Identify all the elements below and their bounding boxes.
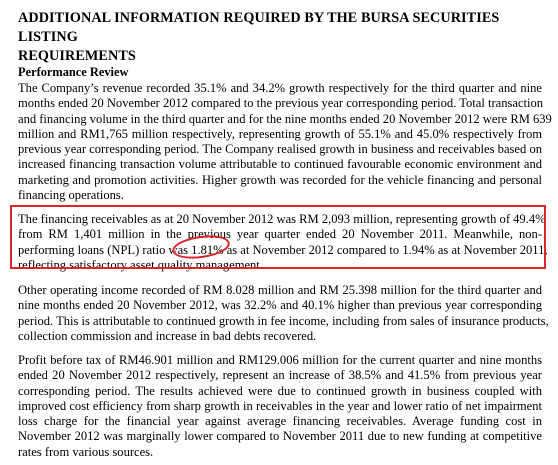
text-line: The financing receivables as at 20 November 2012 was RM 2,093 million, representing growth of 49.4% bbox=[18, 212, 546, 226]
text-line: corresponding period. The results achieved were due to continued growth in business coupled with bbox=[18, 383, 542, 398]
text-line: period. This is attributable to continued growth in fee income, including from sales of insurance products, bbox=[18, 313, 549, 328]
text-line: Profit before tax of RM46.901 million and RM129.006 million for the current quarter and nine months bbox=[18, 353, 542, 367]
paragraph-profit bbox=[18, 353, 542, 460]
title-line-1: ADDITIONAL INFORMATION REQUIRED BY THE BURSA SECURITIES LISTING bbox=[18, 10, 500, 45]
text-line: months ended 20 November 2012 compared to the previous year corresponding period. Total transaction bbox=[18, 96, 544, 111]
text-line: million and RM1,765 million respectively, representing growth of 55.1% and 45.0% respectively from bbox=[18, 126, 542, 141]
text-line: rates from various sources. bbox=[18, 444, 154, 459]
text-line: performing loans (NPL) ratio was 1.81% as at November 2012 compared to 1.94% as at November 2011, bbox=[18, 242, 548, 257]
text-line: loss charge for the financial year against average financing receivables. Average funding cost in bbox=[18, 414, 542, 429]
text-line: from RM 1,401 million in the previous year quarter ended 20 November 2011. Meanwhile, non- bbox=[18, 227, 542, 242]
title-line-2: REQUIREMENTS bbox=[18, 48, 136, 64]
text-line: November 2012 was marginally lower compared to November 2011 due to new funding at competitive bbox=[18, 429, 542, 444]
text-line: financing operations. bbox=[18, 188, 124, 203]
text-line: previous year corresponding period. The Company realised growth in business and receivables based on bbox=[18, 142, 542, 157]
text-line: The Company’s revenue recorded 35.1% and 34.2% growth respectively for the third quarter and nine bbox=[18, 81, 542, 95]
text-line: ended 20 November 2012 respectively, represent an increase of 38.5% and 41.5% from previous year bbox=[18, 368, 542, 383]
text-line: improved cost efficiency from sharp growth in receivables in the year and lower ratio of net impairment bbox=[18, 398, 542, 413]
highlight-box bbox=[10, 205, 546, 269]
text-line: marketing and promotion activities. Higher growth was recorded for the vehicle financing and personal bbox=[18, 172, 542, 187]
text-line: nine months ended 20 November 2012, was 32.2% and 40.1% higher than previous year corresponding bbox=[18, 298, 542, 313]
document-title bbox=[18, 9, 546, 66]
text-line: increased financing transaction volume attributable to continued favourable economic environment and bbox=[18, 157, 542, 172]
section-heading: Performance Review bbox=[18, 65, 129, 79]
text-line: Other operating income recorded of RM 8.028 million and RM 25.398 million for the third quarter and bbox=[18, 283, 542, 297]
text-line: and financing volume in the third quarter and for the nine months ended 20 November 2012 were RM 639 bbox=[18, 111, 552, 126]
paragraph-revenue bbox=[18, 81, 552, 203]
paragraph-other-income bbox=[18, 283, 549, 344]
text-line: collection commission and increase in bad debts recovered. bbox=[18, 328, 317, 343]
text-line: reflecting satisfactory asset quality management. bbox=[18, 257, 263, 272]
